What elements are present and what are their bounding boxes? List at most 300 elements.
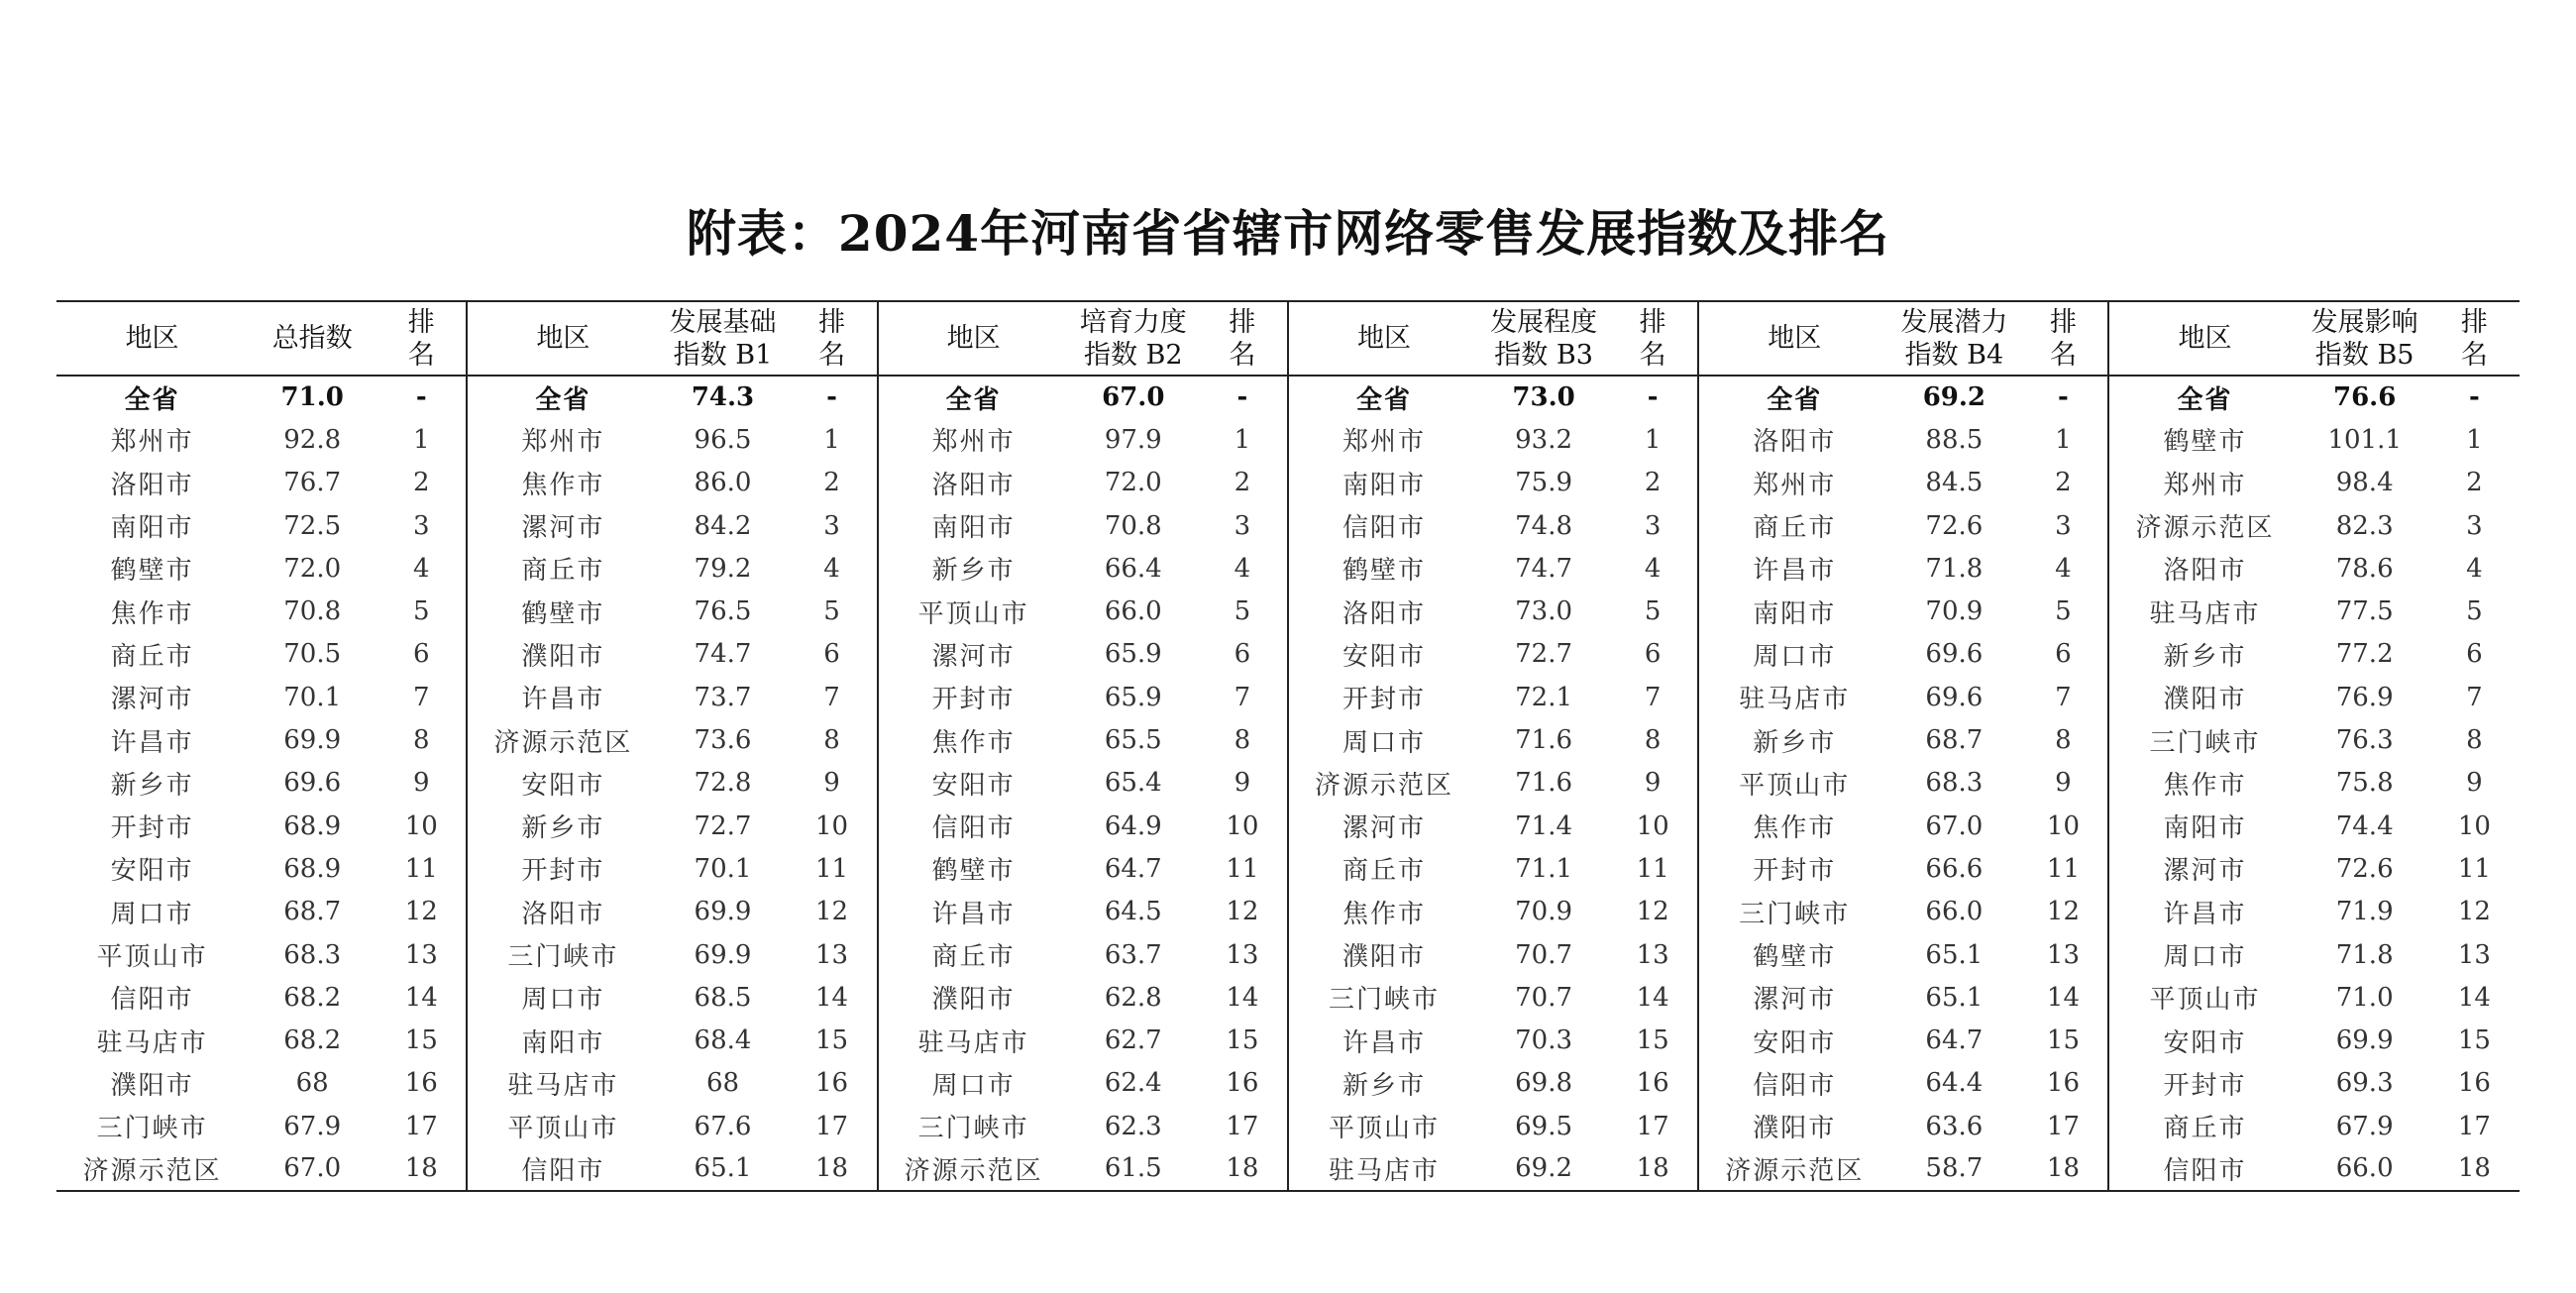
rank-header-line: 排 bbox=[818, 306, 846, 338]
index-value-cell: 65.9 bbox=[1104, 639, 1162, 670]
index-value-cell: 68.2 bbox=[283, 1025, 342, 1056]
rank-cell: 12 bbox=[2457, 897, 2491, 927]
index-value-cell: 67.0 bbox=[248, 1147, 376, 1190]
region-cell: 安阳市 bbox=[110, 856, 194, 887]
rank-header bbox=[1608, 301, 1698, 376]
region-cell: 焦作市 bbox=[1288, 891, 1479, 933]
index-header bbox=[1889, 301, 2018, 376]
rank-cell: - bbox=[1236, 382, 1248, 413]
index-value-cell: 72.5 bbox=[283, 510, 342, 541]
index-value-cell: 71.0 bbox=[280, 382, 344, 413]
index-value-cell: 64.7 bbox=[1925, 1025, 1984, 1056]
region-cell: 许昌市 bbox=[1698, 547, 1889, 590]
region-cell: 开封市 bbox=[2108, 1062, 2300, 1105]
index-value-cell: 69.6 bbox=[283, 768, 342, 799]
index-value-cell: 73.0 bbox=[1512, 382, 1575, 413]
rank-cell: 9 bbox=[823, 768, 840, 799]
index-value-cell: 101.1 bbox=[2327, 424, 2402, 455]
index-header-line: 总指数 bbox=[271, 323, 353, 354]
region-cell: 焦作市 bbox=[2108, 762, 2300, 805]
rank-cell: 8 bbox=[2055, 725, 2072, 756]
region-cell: 焦作市 bbox=[1698, 805, 1889, 847]
rank-cell: 5 bbox=[1644, 596, 1662, 627]
index-value-cell: 69.2 bbox=[1922, 382, 1986, 413]
rank-cell: 7 bbox=[412, 682, 430, 712]
index-value-cell: 65.1 bbox=[658, 1147, 787, 1190]
index-value-cell: 64.7 bbox=[1104, 853, 1162, 884]
index-value-cell: 69.9 bbox=[694, 939, 752, 970]
rank-header-line: 名 bbox=[407, 339, 435, 371]
table-row bbox=[56, 1019, 2520, 1061]
index-header-line: 发展基础 bbox=[669, 306, 777, 338]
region-cell: 开封市 bbox=[1288, 676, 1479, 718]
rank-header bbox=[2018, 301, 2108, 376]
index-value-cell: 62.3 bbox=[1104, 1111, 1162, 1141]
region-cell: 南阳市 bbox=[467, 1019, 658, 1061]
region-cell: 开封市 bbox=[467, 847, 658, 890]
region-cell: 南阳市 bbox=[1698, 590, 1889, 632]
rank-cell: 7 bbox=[1644, 682, 1662, 712]
region-cell: 全省 bbox=[467, 376, 658, 418]
rank-header-line: 排 bbox=[2460, 306, 2488, 338]
rank-cell: 6 bbox=[412, 639, 430, 670]
rank-cell: 13 bbox=[815, 939, 849, 970]
index-value-cell: 61.5 bbox=[1069, 1147, 1198, 1190]
index-value-cell: 70.8 bbox=[283, 596, 342, 627]
region-cell: 商丘市 bbox=[110, 641, 194, 672]
region-cell: 新乡市 bbox=[1288, 1062, 1479, 1105]
region-cell: 南阳市 bbox=[878, 504, 1069, 547]
region-cell: 三门峡市 bbox=[1288, 976, 1479, 1019]
region-cell: 郑州市 bbox=[467, 418, 658, 461]
rank-cell: 17 bbox=[2046, 1111, 2080, 1141]
rank-cell: 3 bbox=[1644, 510, 1662, 541]
index-value-cell: 74.7 bbox=[1515, 553, 1573, 584]
region-cell: 三门峡市 bbox=[1698, 891, 1889, 933]
rank-cell: 3 bbox=[2466, 510, 2483, 541]
rank-header-line: 排 bbox=[1229, 306, 1256, 338]
index-header-line: 指数 B3 bbox=[1494, 339, 1593, 371]
region-cell: 全省 bbox=[2108, 376, 2300, 418]
region-cell: 鹤壁市 bbox=[110, 556, 194, 587]
region-cell: 驻马店市 bbox=[467, 1062, 658, 1105]
index-value-cell: 79.2 bbox=[694, 553, 752, 584]
region-cell: 周口市 bbox=[110, 899, 194, 929]
rank-header-line: 排 bbox=[2049, 306, 2077, 338]
rank-cell: 5 bbox=[2466, 596, 2483, 627]
rank-cell: 1 bbox=[2055, 424, 2072, 455]
region-cell: 商丘市 bbox=[467, 547, 658, 590]
index-value-cell: 62.4 bbox=[1104, 1068, 1162, 1099]
index-value-cell: 64.4 bbox=[1925, 1068, 1984, 1099]
index-value-cell: 75.9 bbox=[1515, 468, 1573, 498]
region-cell: 商丘市 bbox=[878, 933, 1069, 976]
region-cell: 三门峡市 bbox=[878, 1105, 1069, 1147]
rank-header-line: 名 bbox=[1639, 339, 1666, 371]
region-cell: 三门峡市 bbox=[467, 933, 658, 976]
rank-cell: 2 bbox=[823, 468, 840, 498]
table-row bbox=[56, 933, 2520, 976]
index-value-cell: 67.0 bbox=[1102, 382, 1165, 413]
region-cell: 漯河市 bbox=[1698, 976, 1889, 1019]
index-value-cell: 70.9 bbox=[1515, 897, 1573, 927]
region-cell: 许昌市 bbox=[878, 891, 1069, 933]
region-cell: 濮阳市 bbox=[1698, 1105, 1889, 1147]
rank-cell: 11 bbox=[815, 853, 849, 884]
rank-cell: 6 bbox=[1644, 639, 1662, 670]
region-cell: 全省 bbox=[878, 376, 1069, 418]
region-cell: 三门峡市 bbox=[2108, 718, 2300, 761]
index-header bbox=[658, 301, 787, 376]
region-cell: 南阳市 bbox=[1288, 462, 1479, 504]
index-value-cell: 62.8 bbox=[1104, 982, 1162, 1013]
index-header-line: 培育力度 bbox=[1079, 306, 1187, 338]
index-value-cell: 66.0 bbox=[1104, 596, 1162, 627]
index-value-cell: 65.1 bbox=[1925, 982, 1984, 1013]
index-value-cell: 68.9 bbox=[283, 853, 342, 884]
index-value-cell: 71.8 bbox=[2335, 939, 2394, 970]
rank-cell: 15 bbox=[1226, 1025, 1259, 1056]
index-value-cell: 70.1 bbox=[283, 682, 342, 712]
index-value-cell: 71.6 bbox=[1515, 768, 1573, 799]
region-header: 地区 bbox=[56, 301, 248, 376]
rank-cell: 18 bbox=[1608, 1147, 1698, 1190]
index-value-cell: 67.6 bbox=[694, 1111, 752, 1141]
index-value-cell: 64.9 bbox=[1104, 810, 1162, 841]
index-value-cell: 70.9 bbox=[1925, 596, 1984, 627]
index-value-cell: 69.2 bbox=[1479, 1147, 1608, 1190]
rank-cell: 5 bbox=[412, 596, 430, 627]
region-cell: 全省 bbox=[1288, 376, 1479, 418]
index-value-cell: 70.3 bbox=[1515, 1025, 1573, 1056]
index-value-cell: 93.2 bbox=[1515, 424, 1573, 455]
region-cell: 漯河市 bbox=[1288, 805, 1479, 847]
region-cell: 郑州市 bbox=[1698, 462, 1889, 504]
rank-cell: 17 bbox=[815, 1111, 849, 1141]
region-cell: 商丘市 bbox=[1288, 847, 1479, 890]
region-cell: 信阳市 bbox=[110, 985, 194, 1016]
region-cell: 洛阳市 bbox=[878, 462, 1069, 504]
region-cell: 许昌市 bbox=[2108, 891, 2300, 933]
index-value-cell: 72.0 bbox=[1104, 468, 1162, 498]
rank-cell: 8 bbox=[412, 725, 430, 756]
index-value-cell: 68.3 bbox=[1925, 768, 1984, 799]
rank-cell: 12 bbox=[1636, 897, 1669, 927]
rank-cell: 2 bbox=[412, 468, 430, 498]
region-cell: 郑州市 bbox=[110, 427, 194, 458]
index-value-cell: 68 bbox=[705, 1068, 740, 1099]
rank-cell: 10 bbox=[1226, 810, 1259, 841]
region-cell: 洛阳市 bbox=[1698, 418, 1889, 461]
region-cell: 周口市 bbox=[1698, 633, 1889, 676]
rank-cell: - bbox=[2468, 382, 2480, 413]
rank-cell: 10 bbox=[815, 810, 849, 841]
rank-cell: 6 bbox=[823, 639, 840, 670]
region-cell: 洛阳市 bbox=[110, 470, 194, 500]
rank-cell: 4 bbox=[2466, 553, 2483, 584]
index-value-cell: 72.1 bbox=[1515, 682, 1573, 712]
rank-cell: 14 bbox=[2457, 982, 2491, 1013]
rank-cell: 9 bbox=[412, 768, 430, 799]
rank-cell: 13 bbox=[2046, 939, 2080, 970]
index-value-cell: 72.0 bbox=[283, 553, 342, 584]
index-value-cell: 69.3 bbox=[2335, 1068, 2394, 1099]
index-header bbox=[1479, 301, 1608, 376]
rank-cell: 16 bbox=[2046, 1068, 2080, 1099]
region-cell: 新乡市 bbox=[467, 805, 658, 847]
region-cell: 济源示范区 bbox=[1698, 1147, 1889, 1190]
rank-cell: 6 bbox=[1234, 639, 1251, 670]
region-cell: 安阳市 bbox=[878, 762, 1069, 805]
table-row bbox=[56, 633, 2520, 676]
rank-cell: 17 bbox=[404, 1111, 438, 1141]
index-value-cell: 78.6 bbox=[2335, 553, 2394, 584]
region-cell: 漯河市 bbox=[2108, 847, 2300, 890]
index-value-cell: 72.6 bbox=[1925, 510, 1984, 541]
index-value-cell: 63.7 bbox=[1104, 939, 1162, 970]
rank-cell: 15 bbox=[815, 1025, 849, 1056]
region-cell: 济源示范区 bbox=[1288, 762, 1479, 805]
region-cell: 焦作市 bbox=[110, 598, 194, 629]
index-value-cell: 65.9 bbox=[1104, 682, 1162, 712]
rank-cell: 14 bbox=[2046, 982, 2080, 1013]
rank-cell: 9 bbox=[2055, 768, 2072, 799]
index-value-cell: 76.3 bbox=[2335, 725, 2394, 756]
index-value-cell: 75.8 bbox=[2335, 768, 2394, 799]
index-value-cell: 70.5 bbox=[283, 639, 342, 670]
index-value-cell: 62.7 bbox=[1104, 1025, 1162, 1056]
rank-cell: 3 bbox=[823, 510, 840, 541]
region-cell: 漯河市 bbox=[467, 504, 658, 547]
rank-cell: - bbox=[1647, 382, 1659, 413]
region-cell: 漯河市 bbox=[110, 685, 194, 715]
rank-cell: 7 bbox=[2466, 682, 2483, 712]
index-value-cell: 68.7 bbox=[283, 897, 342, 927]
region-cell: 平顶山市 bbox=[2108, 976, 2300, 1019]
index-value-cell: 88.5 bbox=[1925, 424, 1984, 455]
index-value-cell: 77.5 bbox=[2335, 596, 2394, 627]
rank-cell: 8 bbox=[1234, 725, 1251, 756]
index-value-cell: 69.9 bbox=[283, 725, 342, 756]
table-row bbox=[56, 891, 2520, 933]
index-value-cell: 71.4 bbox=[1515, 810, 1573, 841]
rank-header bbox=[1198, 301, 1288, 376]
rank-header bbox=[788, 301, 878, 376]
table-row bbox=[56, 1105, 2520, 1147]
index-value-cell: 68.4 bbox=[694, 1025, 752, 1056]
index-value-cell: 65.1 bbox=[1925, 939, 1984, 970]
region-header: 地区 bbox=[467, 301, 658, 376]
region-cell: 漯河市 bbox=[878, 633, 1069, 676]
rank-cell: 8 bbox=[823, 725, 840, 756]
rank-cell: 16 bbox=[815, 1068, 849, 1099]
index-value-cell: 69.6 bbox=[1925, 682, 1984, 712]
region-cell: 焦作市 bbox=[878, 718, 1069, 761]
index-value-cell: 84.5 bbox=[1925, 468, 1984, 498]
index-value-cell: 68.7 bbox=[1925, 725, 1984, 756]
table-row bbox=[56, 418, 2520, 461]
rank-cell: 14 bbox=[404, 982, 438, 1013]
rank-cell: 10 bbox=[2046, 810, 2080, 841]
rank-cell: 16 bbox=[1226, 1068, 1259, 1099]
table-row bbox=[56, 1147, 2520, 1190]
region-cell: 新乡市 bbox=[878, 547, 1069, 590]
rank-cell: 18 bbox=[788, 1147, 878, 1190]
index-value-cell: 76.9 bbox=[2335, 682, 2394, 712]
rank-cell: 11 bbox=[404, 853, 438, 884]
rank-header-line: 名 bbox=[2460, 339, 2488, 371]
rank-cell: 17 bbox=[1226, 1111, 1259, 1141]
rank-cell: 9 bbox=[2466, 768, 2483, 799]
rank-cell: 1 bbox=[1234, 424, 1251, 455]
rank-cell: 18 bbox=[1198, 1147, 1288, 1190]
region-cell: 周口市 bbox=[878, 1062, 1069, 1105]
rank-cell: 1 bbox=[823, 424, 840, 455]
index-value-cell: 86.0 bbox=[694, 468, 752, 498]
rank-cell: 18 bbox=[2429, 1147, 2520, 1190]
region-cell: 鹤壁市 bbox=[2108, 418, 2300, 461]
index-value-cell: 97.9 bbox=[1104, 424, 1162, 455]
region-cell: 南阳市 bbox=[2108, 805, 2300, 847]
region-cell: 驻马店市 bbox=[878, 1019, 1069, 1061]
table-row bbox=[56, 504, 2520, 547]
rank-cell: 4 bbox=[1644, 553, 1662, 584]
rank-header-line: 排 bbox=[407, 306, 435, 338]
rank-cell: - bbox=[2058, 382, 2069, 413]
region-cell: 新乡市 bbox=[110, 770, 194, 801]
rank-cell: 12 bbox=[404, 897, 438, 927]
region-cell: 郑州市 bbox=[878, 418, 1069, 461]
region-cell: 许昌市 bbox=[1288, 1019, 1479, 1061]
index-value-cell: 73.6 bbox=[694, 725, 752, 756]
index-value-cell: 72.7 bbox=[1515, 639, 1573, 670]
region-cell: 南阳市 bbox=[110, 513, 194, 544]
index-value-cell: 84.2 bbox=[694, 510, 752, 541]
index-header bbox=[2301, 301, 2429, 376]
index-value-cell: 74.3 bbox=[691, 382, 755, 413]
index-value-cell: 69.5 bbox=[1515, 1111, 1573, 1141]
rank-cell: 8 bbox=[2466, 725, 2483, 756]
index-value-cell: 68.5 bbox=[694, 982, 752, 1013]
region-cell: 济源示范区 bbox=[56, 1147, 248, 1190]
index-value-cell: 71.1 bbox=[1515, 853, 1573, 884]
region-cell: 平顶山市 bbox=[96, 942, 208, 972]
index-value-cell: 71.8 bbox=[1925, 553, 1984, 584]
rank-cell: 1 bbox=[2466, 424, 2483, 455]
rank-cell: 11 bbox=[2457, 853, 2491, 884]
region-cell: 驻马店市 bbox=[1698, 676, 1889, 718]
index-value-cell: 68.9 bbox=[283, 810, 342, 841]
region-cell: 驻马店市 bbox=[2108, 590, 2300, 632]
region-cell: 信阳市 bbox=[878, 805, 1069, 847]
rank-cell: 3 bbox=[2055, 510, 2072, 541]
index-value-cell: 72.6 bbox=[2335, 853, 2394, 884]
rank-cell: 16 bbox=[1636, 1068, 1669, 1099]
rank-cell: 7 bbox=[2055, 682, 2072, 712]
index-value-cell: 67.0 bbox=[1925, 810, 1984, 841]
index-value-cell: 82.3 bbox=[2335, 510, 2394, 541]
rank-cell: 12 bbox=[2046, 897, 2080, 927]
index-value-cell: 69.9 bbox=[2335, 1025, 2394, 1056]
rank-cell: 4 bbox=[412, 553, 430, 584]
region-cell: 鹤壁市 bbox=[878, 847, 1069, 890]
rank-cell: 17 bbox=[1636, 1111, 1669, 1141]
region-cell: 开封市 bbox=[110, 813, 194, 844]
index-value-cell: 92.8 bbox=[283, 424, 342, 455]
table-row bbox=[56, 847, 2520, 890]
rank-cell: 10 bbox=[1636, 810, 1669, 841]
region-cell: 许昌市 bbox=[110, 727, 194, 758]
region-cell: 信阳市 bbox=[2108, 1147, 2300, 1190]
index-value-cell: 65.5 bbox=[1104, 725, 1162, 756]
region-header: 地区 bbox=[878, 301, 1069, 376]
rank-cell: 7 bbox=[823, 682, 840, 712]
index-value-cell: 74.7 bbox=[694, 639, 752, 670]
region-cell: 商丘市 bbox=[1698, 504, 1889, 547]
index-header-line: 发展影响 bbox=[2310, 306, 2418, 338]
index-value-cell: 68.2 bbox=[283, 982, 342, 1013]
rank-cell: 12 bbox=[815, 897, 849, 927]
region-cell: 洛阳市 bbox=[2108, 547, 2300, 590]
index-value-cell: 69.6 bbox=[1925, 639, 1984, 670]
index-value-cell: 73.0 bbox=[1515, 596, 1573, 627]
rank-cell: 7 bbox=[1234, 682, 1251, 712]
index-value-cell: 70.7 bbox=[1515, 939, 1573, 970]
rank-cell: 18 bbox=[2018, 1147, 2108, 1190]
region-cell: 鹤壁市 bbox=[1288, 547, 1479, 590]
index-value-cell: 69.9 bbox=[694, 897, 752, 927]
table-row bbox=[56, 976, 2520, 1019]
index-value-cell: 68.3 bbox=[283, 939, 342, 970]
region-cell: 安阳市 bbox=[1288, 633, 1479, 676]
rank-cell: - bbox=[826, 382, 837, 413]
index-value-cell: 66.4 bbox=[1104, 553, 1162, 584]
index-value-cell: 65.4 bbox=[1104, 768, 1162, 799]
rank-cell: 10 bbox=[404, 810, 438, 841]
index-header-line: 指数 B1 bbox=[673, 339, 773, 371]
rank-cell: 2 bbox=[2466, 468, 2483, 498]
rank-cell: 16 bbox=[2457, 1068, 2491, 1099]
rank-cell: 13 bbox=[1636, 939, 1669, 970]
region-cell: 濮阳市 bbox=[467, 633, 658, 676]
region-cell: 濮阳市 bbox=[110, 1070, 194, 1101]
rank-cell: 9 bbox=[1234, 768, 1251, 799]
index-value-cell: 69.8 bbox=[1515, 1068, 1573, 1099]
region-cell: 周口市 bbox=[2108, 933, 2300, 976]
region-cell: 平顶山市 bbox=[467, 1105, 658, 1147]
region-cell: 信阳市 bbox=[1288, 504, 1479, 547]
index-value-cell: 77.2 bbox=[2335, 639, 2394, 670]
rank-cell: 15 bbox=[2046, 1025, 2080, 1056]
rank-cell: 10 bbox=[2457, 810, 2491, 841]
region-cell: 新乡市 bbox=[1698, 718, 1889, 761]
region-cell: 郑州市 bbox=[2108, 462, 2300, 504]
index-value-cell: 58.7 bbox=[1889, 1147, 2018, 1190]
region-header: 地区 bbox=[1698, 301, 1889, 376]
region-header: 地区 bbox=[2108, 301, 2300, 376]
region-cell: 洛阳市 bbox=[467, 891, 658, 933]
table-row bbox=[56, 547, 2520, 590]
region-cell: 济源示范区 bbox=[2108, 504, 2300, 547]
region-cell: 济源示范区 bbox=[467, 718, 658, 761]
rank-header-line: 名 bbox=[2049, 339, 2077, 371]
region-cell: 鹤壁市 bbox=[1698, 933, 1889, 976]
rank-cell: - bbox=[415, 382, 427, 413]
rank-cell: 13 bbox=[404, 939, 438, 970]
rank-cell: 14 bbox=[1636, 982, 1669, 1013]
index-ranking-table bbox=[56, 300, 2520, 1192]
rank-cell: 18 bbox=[376, 1147, 467, 1190]
